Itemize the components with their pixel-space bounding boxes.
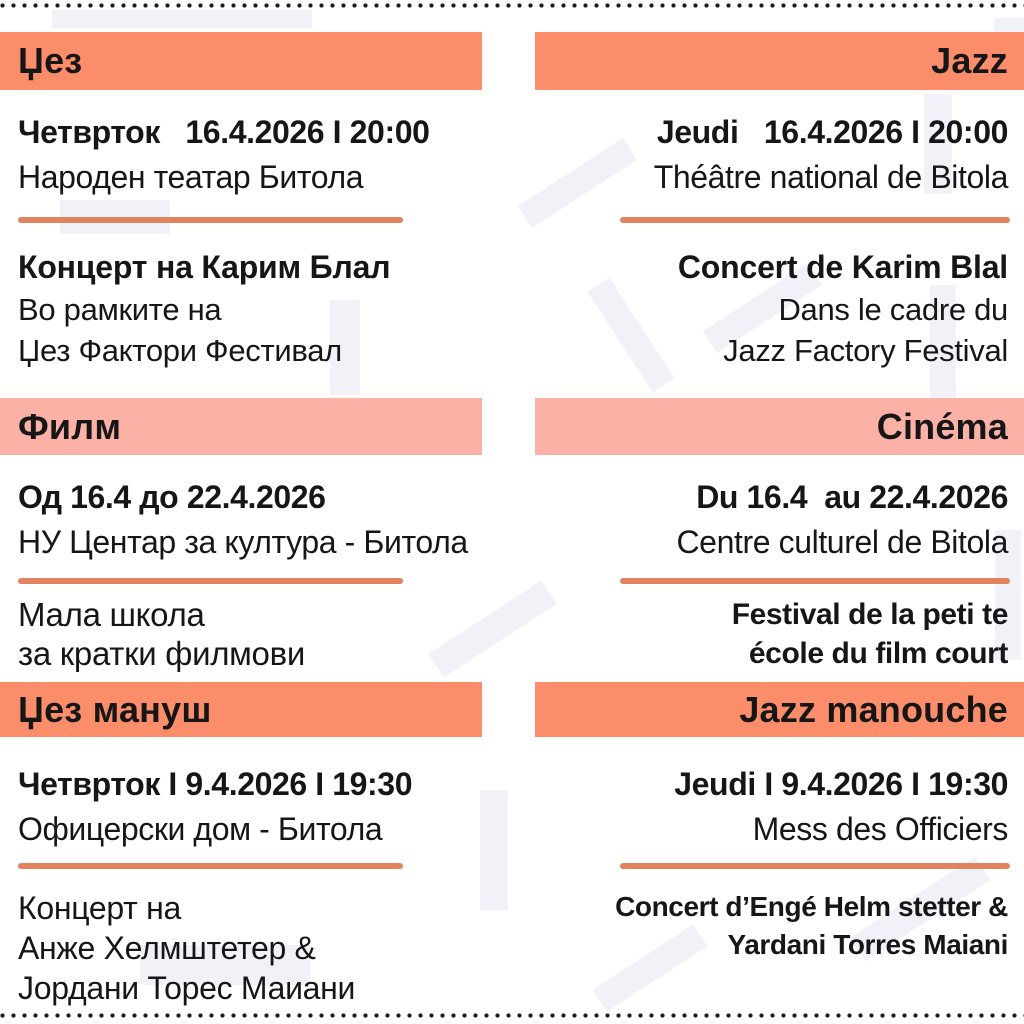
category-bar-fr-film — [535, 398, 1024, 455]
film-event-line2-mk: за кратки филмови — [18, 635, 305, 672]
dotted-border-bottom — [0, 1013, 1024, 1018]
jazz-divider-fr — [620, 217, 1010, 223]
manouche-event-line2-fr: Yardani Torres Maiani — [727, 929, 1008, 960]
jazz-date-venue-row — [0, 110, 1024, 200]
manouche-date-venue-row — [0, 762, 1024, 852]
category-bar-fr-jazz — [535, 32, 1024, 90]
category-label-fr-film: Cinéma — [876, 405, 1008, 447]
manouche-divider-fr — [620, 863, 1010, 869]
jazz-venue-mk: Народен театар Битола — [18, 159, 364, 195]
manouche-date-fr: Jeudi I 9.4.2026 I 19:30 — [674, 766, 1008, 802]
pattern-shape — [52, 10, 312, 28]
category-bar-row-manouche — [0, 682, 1024, 737]
category-bar-mk-film — [0, 398, 482, 455]
film-event-line2-fr: école du film court — [748, 637, 1008, 670]
category-bar-mk-manouche — [0, 682, 482, 737]
manouche-venue-mk: Офицерски дом - Битола — [18, 811, 383, 847]
jazz-event-title-fr: Concert de Karim Blal — [677, 249, 1008, 285]
category-label-fr-manouche: Jazz manouche — [739, 688, 1008, 730]
category-label-mk-jazz: Џез — [18, 40, 83, 81]
manouche-event-line3-mk: Јордани Торес Маиани — [18, 970, 356, 1006]
category-label-mk-manouche: Џез мануш — [18, 688, 212, 730]
jazz-event-sub2-mk: Џез Фактори Фестивал — [18, 333, 342, 368]
manouche-venue-fr: Mess des Officiers — [752, 811, 1008, 847]
film-date-venue-row — [0, 475, 1024, 565]
jazz-event-title-mk: Концерт на Карим Блал — [18, 249, 391, 285]
jazz-event-sub1-fr: Dans le cadre du — [778, 292, 1008, 327]
category-bar-mk-jazz — [0, 32, 482, 90]
category-bar-fr-manouche — [535, 682, 1024, 737]
category-label-fr-jazz: Jazz — [931, 40, 1008, 81]
manouche-date-mk: Четврток I 9.4.2026 I 19:30 — [18, 766, 413, 802]
jazz-event-sub2-fr: Jazz Factory Festival — [723, 333, 1008, 368]
film-venue-fr: Centre culturel de Bitola — [676, 524, 1008, 560]
manouche-event-line1-fr: Concert d’Engé Helm stetter & — [615, 891, 1008, 922]
film-divider-mk — [18, 578, 403, 584]
jazz-divider-mk — [18, 217, 403, 223]
category-bar-row-film — [0, 398, 1024, 455]
film-event-line1-mk: Мала школа — [18, 596, 205, 633]
film-event-row — [0, 595, 1024, 673]
jazz-divider-row — [0, 217, 1024, 223]
manouche-divider-row — [0, 863, 1024, 869]
manouche-event-row — [0, 888, 1024, 1008]
jazz-date-fr: Jeudi 16.4.2026 I 20:00 — [656, 114, 1008, 150]
manouche-event-line1-mk: Концерт на — [18, 890, 181, 926]
film-event-line1-fr: Festival de la peti te — [731, 598, 1008, 631]
category-bar-row-jazz — [0, 32, 1024, 90]
film-date-mk: Од 16.4 до 22.4.2026 — [18, 479, 326, 515]
manouche-divider-mk — [18, 863, 403, 869]
manouche-event-line2-mk: Анже Хелмштетер & — [18, 930, 316, 966]
film-venue-mk: НУ Центар за култура - Битола — [18, 524, 468, 560]
dotted-border-top — [0, 3, 1024, 8]
jazz-date-mk: Четврток 16.4.2026 I 20:00 — [18, 114, 430, 150]
film-divider-fr — [620, 578, 1010, 584]
jazz-event-sub1-mk: Во рамките на — [18, 292, 222, 327]
jazz-event-row — [0, 245, 1024, 371]
film-date-fr: Du 16.4 au 22.4.2026 — [696, 479, 1008, 515]
category-label-mk-film: Филм — [18, 405, 122, 447]
jazz-venue-fr: Théâtre national de Bitola — [653, 159, 1008, 195]
film-divider-row — [0, 578, 1024, 584]
